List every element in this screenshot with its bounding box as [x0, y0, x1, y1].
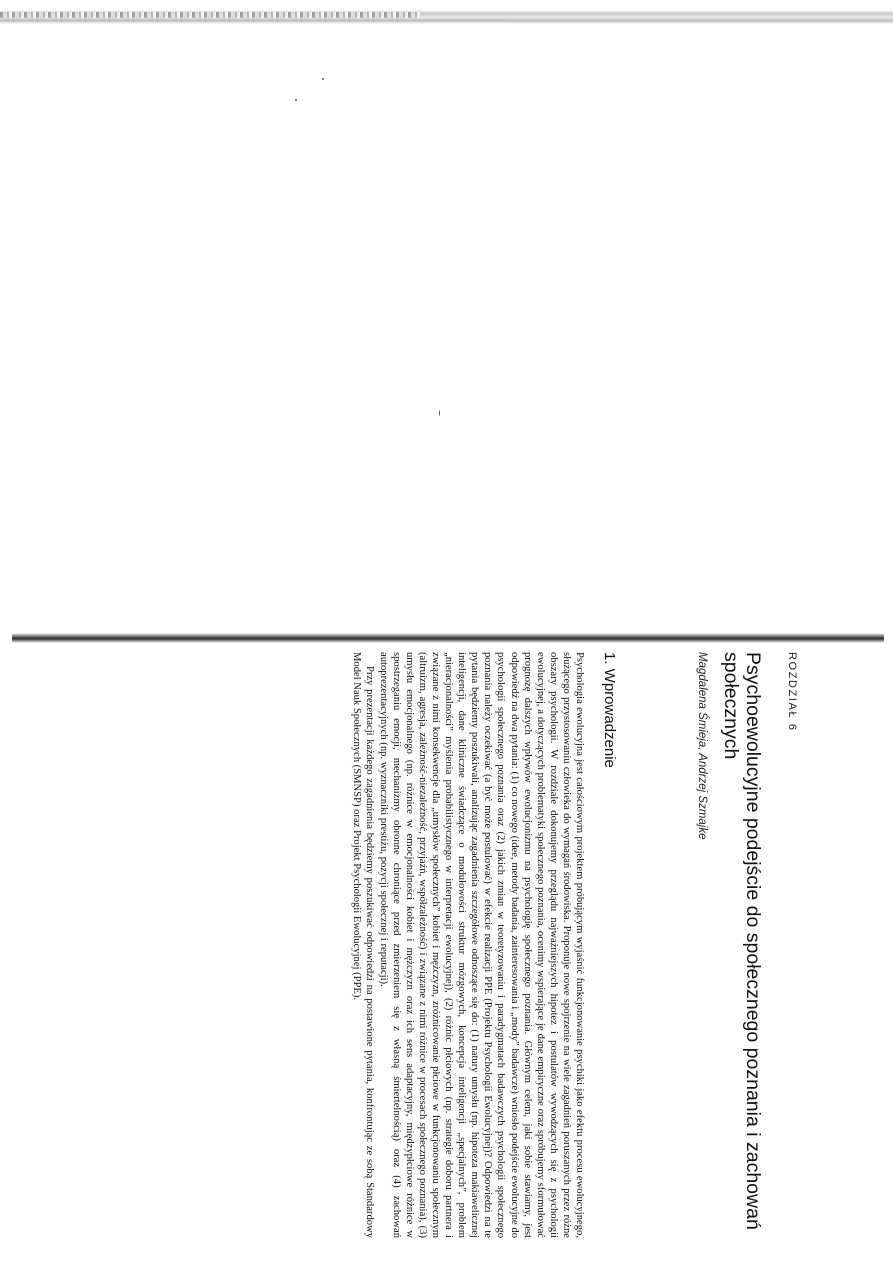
scan-speck [295, 99, 297, 101]
chapter-label: ROZDZIAŁ 6 [786, 652, 798, 732]
section-body [350, 652, 586, 1238]
body-paragraph-2: Przy prezentacji każdego zagadnienia będziemy poszukiwać odpowiedzi na postawione pytania, konfrontując ze sobą Standardowy Model Nauk Społecznych (SMNSP) oraz Projekt Psychologii Ewolucyjnej (PPE). [351, 652, 376, 1238]
scan-speck [439, 410, 440, 416]
book-gutter-shadow [12, 633, 884, 643]
section-heading: 1. Wprowadzenie [601, 652, 618, 768]
scan-edge-top [0, 10, 893, 24]
scan-speck [322, 78, 324, 80]
chapter-authors: Magdalena Śmieja, Andrzej Szmajke [696, 652, 708, 840]
chapter-title: Psychoewolucyjne podejście do społecznego poznania i zachowań społecznych [720, 652, 764, 1230]
body-paragraph-1: Psychologia ewolucyjna jest całościowym projektem próbującym wyjaśnić funkcjonowanie psychiki jako efektu procesu ewolucyjnego, służącego przystosowaniu człowieka do wymagań środowiska. Proponuje nowe spojrzenie na wiele zagadnień poruszanych przez różne obszary psychologii. W rozdziale dokonujemy przeglądu najważniejszych hipotez i postulatów wywodzących się z psychologii ewolucyjnej, a dotyczących problematyki społecznego poznania, ocenimy wspierające je dane empiryczne oraz spróbujemy sformułować prognozę dalszych wpływów ewolucjonizmu na psychologię społecznego poznania. Głównym celem, jaki sobie stawiamy, jest odpowiedź na dwa pytania: (1) co nowego (idee, metody badania, zainteresowania i „mody” badawcze) wniosło podejście ewolucyjne do psychologii społecznego poznania oraz (2) jakich zmian w teoretyzowaniu i paradygmatach badawczych psychologii społecznego poznania należy oczekiwać (a być może postulować) w efekcie realizacji PPE (Projektu Psychologii Ewolucyjnej)? Odpowiedzi na te pytania będziemy poszukiwali, analizując zagadnienia szczegółowe odnoszące się do: (1) natury umysłu (np. hipoteza makiawelicznej inteligencji, dane kliniczne świadczące o modułowości struktur mózgowych, koncepcja inteligencji „specjalnych”, problem „nieracjonalności” myślenia probabilistycznego w interpretacji ewolucyjnej), (2) różnic płciowych (np. strategie doboru partnera i związane z nimi konsekwencje dla „umysłów społecznych” kobiet i mężczyzn, zróżnicowanie płciowe w funkcjonowaniu społecznym (altruizm, agresja, zależność-niezależność, przyjaźń, współzależność) i związane z nimi różnice w procesach społecznego poznania), (3) umysłu emocjonalnego (np. różnice w emocjonalności kobiet i mężczyzn oraz ich sens adaptacyjny, międzypłciowe różnice w spostrzeganiu emocji, mechanizmy obronne chroniące przed zmierzeniem się z własną śmiertelnością) oraz (4) zachowań autoprezentacyjnych (np. wyznaczniki prestiżu, pozycji społecznej i reputacji). [377, 652, 585, 1238]
rotated-book-page [2, 652, 832, 1242]
